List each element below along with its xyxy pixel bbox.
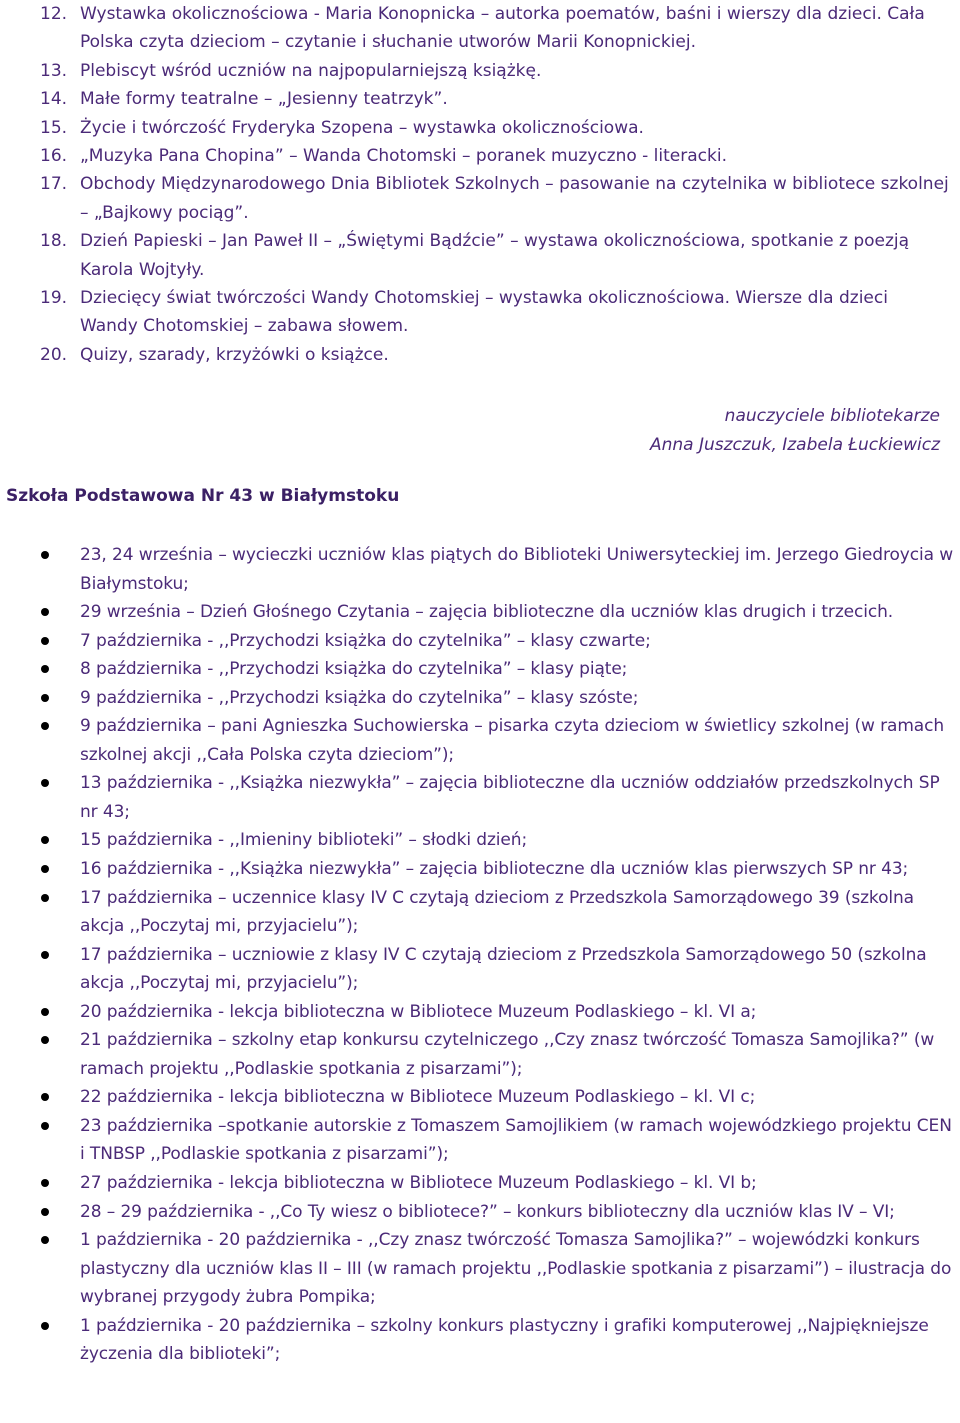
item-number: 18. (40, 231, 68, 252)
list-item (0, 769, 960, 826)
item-number: 15. (40, 117, 68, 138)
item-text: 1 października - 20 października – szkolny konkurs plastyczny i grafiki komputerowej ,,Najpiękniejsze życzenia dla biblioteki”; (80, 1315, 929, 1365)
list-item (0, 598, 960, 627)
item-text: „Muzyka Pana Chopina” – Wanda Chotomski – poranek muzyczno - literacki. (80, 146, 727, 167)
item-text: Obchody Międzynarodowego Dnia Bibliotek Szkolnych – pasowanie na czytelnika w bibliotece szkolnej – „Bajkowy pociąg”. (80, 174, 949, 223)
bullet-icon (0, 1169, 80, 1198)
item-text: 7 października - ,,Przychodzi książka do czytelnika” – klasy czwarte; (80, 630, 651, 651)
item-number: 16. (40, 146, 68, 167)
list-item (40, 284, 950, 341)
list-item (0, 855, 960, 884)
list-item (0, 1026, 960, 1083)
item-number: 13. (40, 60, 68, 81)
bullet-icon (0, 941, 80, 998)
list-item (0, 998, 960, 1027)
bullet-icon (0, 1083, 80, 1112)
list-item (0, 1226, 960, 1312)
list-item (0, 655, 960, 684)
section-title: Szkoła Podstawowa Nr 43 w Białymstoku (6, 486, 400, 506)
bullet-icon (0, 1112, 80, 1169)
bullet-icon (0, 598, 80, 627)
list-item (40, 114, 950, 142)
bullet-icon (0, 769, 80, 826)
item-text: 20 października - lekcja biblioteczna w Bibliotece Muzeum Podlaskiego – kl. VI a; (80, 1001, 757, 1022)
list-item (0, 1112, 960, 1169)
item-text: 8 października - ,,Przychodzi książka do czytelnika” – klasy piąte; (80, 659, 628, 680)
item-number: 20. (40, 344, 68, 365)
list-item (0, 712, 960, 769)
item-text: 21 października – szkolny etap konkursu czytelniczego ,,Czy znasz twórczość Tomasza Samojlika?” (w ramach projektu ,,Podlaskie spotkania z pisarzami”); (80, 1030, 935, 1079)
bullet-icon (0, 684, 80, 713)
list-item (0, 1198, 960, 1227)
list-item (0, 941, 960, 998)
item-number: 12. (40, 4, 68, 24)
item-text: 15 października - ,,Imieniny biblioteki” – słodki dzień; (80, 830, 528, 851)
item-text: 17 października – uczniowie z klasy IV C czytają dzieciom z Przedszkola Samorządowego 50 (szkolna akcja ,,Poczytaj mi, przyjacielu”); (80, 944, 927, 994)
bullet-icon (0, 1312, 80, 1369)
bullet-icon (0, 1026, 80, 1083)
item-text: 23, 24 września – wycieczki uczniów klas piątych do Biblioteki Uniwersyteckiej im. Jerzego Giedroycia w Białymstoku; (80, 545, 954, 594)
bullet-list (0, 541, 960, 1369)
signature-role: nauczyciele bibliotekarze (724, 406, 940, 426)
list-item (0, 1083, 960, 1112)
item-text: Małe formy teatralne – „Jesienny teatrzyk”. (80, 89, 448, 110)
item-text: 1 października - 20 października - ,,Czy znasz twórczość Tomasza Samojlika?” – wojewódzki konkurs plastyczny dla uczniów klas II – III (w ramach projektu ,,Podlaskie spotkania z pisarzami”) – ilustracja do wybranej przygody żubra Pompika; (80, 1230, 952, 1308)
list-item (40, 170, 950, 227)
bullet-icon (0, 884, 80, 941)
bullet-icon (0, 712, 80, 769)
item-text: 28 – 29 października - ,,Co Ty wiesz o bibliotece?” – konkurs biblioteczny dla uczniów klas IV – VI; (80, 1201, 895, 1222)
list-item (0, 541, 960, 598)
item-text: 9 października - ,,Przychodzi książka do czytelnika” – klasy szóste; (80, 687, 639, 708)
list-item (0, 884, 960, 941)
bullet-icon (0, 627, 80, 656)
bullet-icon (0, 826, 80, 855)
list-item (0, 826, 960, 855)
bullet-icon (0, 1226, 80, 1312)
item-text: Dzień Papieski – Jan Paweł II – „Świętymi Bądźcie” – wystawa okolicznościowa, spotkanie z poezją Karola Wojtyły. (80, 231, 910, 280)
item-text: 27 października - lekcja biblioteczna w Bibliotece Muzeum Podlaskiego – kl. VI b; (80, 1173, 757, 1194)
numbered-list (40, 0, 950, 369)
bullet-icon (0, 855, 80, 884)
item-text: 9 października – pani Agnieszka Suchowierska – pisarka czyta dzieciom w świetlicy szkolnej (w ramach szkolnej akcji ,,Cała Polska czyta dzieciom”); (80, 716, 945, 765)
list-item (40, 85, 950, 113)
item-text: Dziecięcy świat twórczości Wandy Chotomskiej – wystawka okolicznościowa. Wiersze dla dzieci Wandy Chotomskiej – zabawa słowem. (80, 288, 888, 337)
list-item (0, 1169, 960, 1198)
item-text: 13 października - ,,Książka niezwykła” – zajęcia biblioteczne dla uczniów oddziałów przedszkolnych SP nr 43; (80, 773, 940, 822)
bullet-icon (0, 1198, 80, 1227)
item-text: 16 października - ,,Książka niezwykła” – zajęcia biblioteczne dla uczniów klas pierwszych SP nr 43; (80, 859, 909, 880)
item-number: 14. (40, 89, 68, 110)
list-item (40, 142, 950, 170)
item-text: 29 września – Dzień Głośnego Czytania – zajęcia biblioteczne dla uczniów klas drugich i trzecich. (80, 602, 894, 623)
list-item (40, 227, 950, 284)
signature-names: Anna Juszczuk, Izabela Łuckiewicz (649, 435, 940, 455)
list-item (0, 627, 960, 656)
item-text: Wystawka okolicznościowa - Maria Konopnicka – autorka poematów, baśni i wierszy dla dzieci. Cała Polska czyta dzieciom – czytanie i słuchanie utworów Marii Konopnickiej. (80, 4, 925, 53)
signature-block (650, 402, 940, 460)
item-text: Życie i twórczość Fryderyka Szopena – wystawka okolicznościowa. (80, 117, 644, 138)
item-number: 17. (40, 174, 68, 195)
item-text: 23 października –spotkanie autorskie z Tomaszem Samojlikiem (w ramach wojewódzkiego projektu CEN i TNBSP ,,Podlaskie spotkania z pisarzami”); (80, 1115, 952, 1165)
item-text: 17 października – uczennice klasy IV C czytają dzieciom z Przedszkola Samorządowego 39 (szkolna akcja ,,Poczytaj mi, przyjacielu”); (80, 887, 914, 937)
item-text: 22 października - lekcja biblioteczna w Bibliotece Muzeum Podlaskiego – kl. VI c; (80, 1087, 756, 1108)
item-text: Quizy, szarady, krzyżówki o książce. (80, 344, 389, 365)
bullet-icon (0, 655, 80, 684)
item-text: Plebiscyt wśród uczniów na najpopularniejszą książkę. (80, 60, 542, 81)
list-item (0, 1312, 960, 1369)
item-number: 19. (40, 288, 68, 309)
list-item (40, 0, 950, 57)
bullet-icon (0, 541, 80, 598)
list-item (40, 341, 950, 369)
list-item (40, 57, 950, 85)
list-item (0, 684, 960, 713)
bullet-icon (0, 998, 80, 1027)
